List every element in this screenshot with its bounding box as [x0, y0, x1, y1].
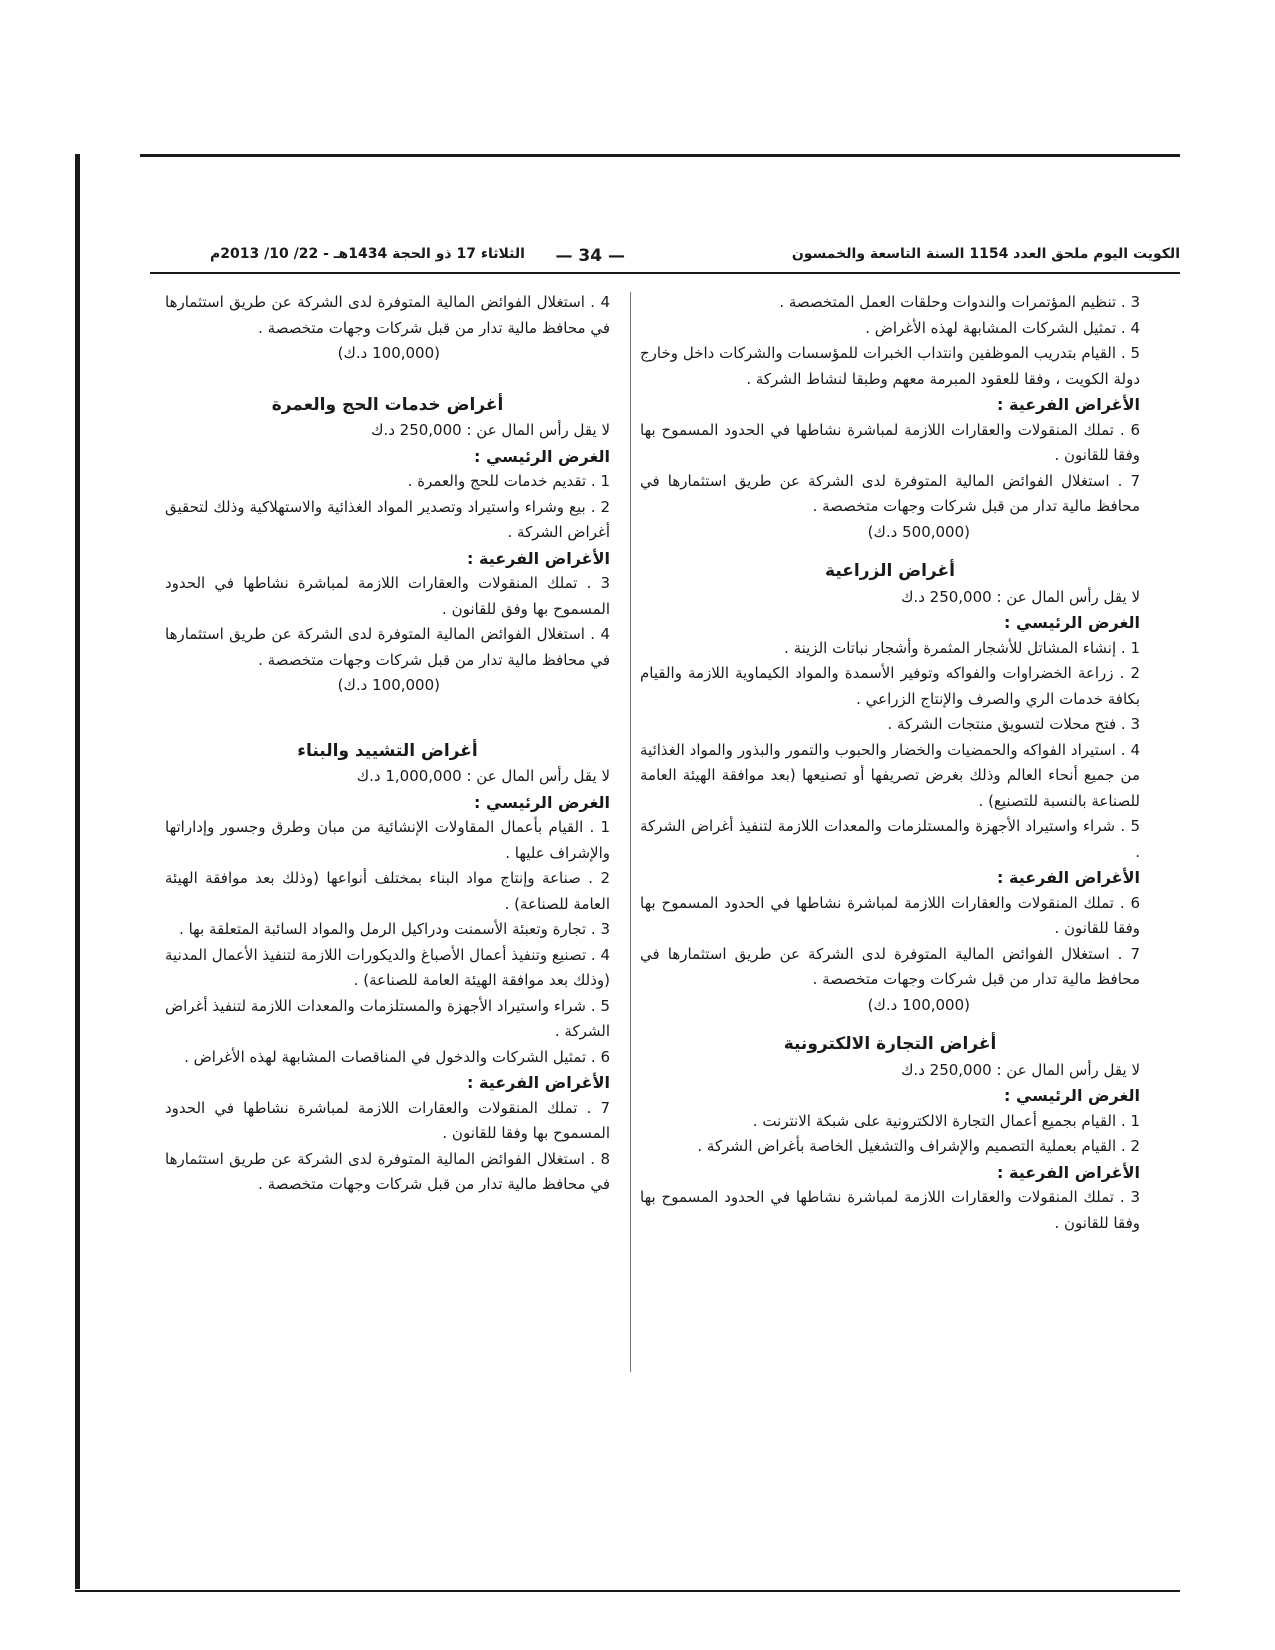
right-column [640, 290, 1140, 1236]
amount: (500,000 د.ك) [867, 522, 970, 541]
list-item: 2 . زراعة الخضراوات والفواكه وتوفير الأسمدة والمواد الكيماوية اللازمة والقيام بكافة خدمات الري والصرف والإنتاج الزراعي . [640, 664, 1140, 708]
list-item: 6 . تمثيل الشركات والدخول في المناقصات المشابهة لهذه الأغراض . [184, 1047, 610, 1066]
left-scan-bar [75, 154, 80, 1589]
section-title-agriculture: أغراض الزراعية [825, 561, 955, 581]
sub-heading: الأغراض الفرعية : [467, 548, 610, 568]
list-item: 2 . بيع وشراء واستيراد وتصدير المواد الغذائية والاستهلاكية وذلك لتحقيق أغراض الشركة . [165, 497, 610, 541]
header-date: الثلاثاء 17 ذو الحجة 1434هـ - 22/ 10/ 2013م [210, 246, 525, 262]
section-title-hajj: أغراض خدمات الحج والعمرة [271, 394, 504, 415]
main-heading: الغرض الرئيسي : [474, 446, 610, 466]
spacer [165, 367, 610, 379]
column-divider [630, 292, 631, 1372]
sub-heading: الأغراض الفرعية : [467, 1073, 610, 1092]
header-rule [150, 272, 1180, 274]
capital-requirement: لا يقل رأس المال عن : 1,000,000 د.ك [356, 767, 610, 785]
list-item: 6 . تملك المنقولات والعقارات اللازمة لمباشرة نشاطها في الحدود المسموح بها وفقا للقانون . [640, 893, 1140, 937]
sub-heading: الأغراض الفرعية : [997, 1162, 1140, 1182]
list-item: 3 . فتح محلات لتسويق منتجات الشركة . [887, 715, 1140, 733]
amount: (100,000 د.ك) [337, 676, 440, 694]
section-title-ecommerce: أغراض التجارة الالكترونية [783, 1034, 997, 1054]
list-item: 3 . تنظيم المؤتمرات والندوات وحلقات العمل المتخصصة . [779, 293, 1140, 311]
main-heading: الغرض الرئيسي : [474, 792, 610, 812]
capital-requirement: لا يقل رأس المال عن : 250,000 د.ك [371, 421, 610, 439]
list-item: 7 . استغلال الفوائض المالية المتوفرة لدى الشركة عن طريق استثمارها في محافظ مالية تدار من قبل شركات وجهات متخصصة . [640, 944, 1140, 988]
list-item: 1 . القيام بجميع أعمال التجارة الالكترونية على شبكة الانترنت . [752, 1111, 1140, 1130]
spacer [165, 699, 610, 725]
list-item: 8 . استغلال الفوائض المالية المتوفرة لدى الشركة عن طريق استثمارها في محافظ مالية تدار من قبل شركات وجهات متخصصة . [165, 1149, 610, 1193]
list-item: 4 . استغلال الفوائض المالية المتوفرة لدى الشركة عن طريق استثمارها في محافظ مالية تدار من قبل شركات وجهات متخصصة . [165, 625, 610, 669]
list-item: 2 . القيام بعملية التصميم والإشراف والتشغيل الخاصة بأغراض الشركة . [697, 1137, 1140, 1155]
amount: (100,000 د.ك) [337, 344, 440, 362]
capital-requirement: لا يقل رأس المال عن : 250,000 د.ك [901, 1060, 1140, 1079]
main-heading: الغرض الرئيسي : [1004, 613, 1140, 632]
list-item: 1 . القيام بأعمال المقاولات الإنشائية من مبان وطرق وجسور وإداراتها والإشراف عليها . [165, 818, 610, 862]
list-item: 7 . استغلال الفوائض المالية المتوفرة لدى الشركة عن طريق استثمارها في محافظ مالية تدار من قبل شركات وجهات متخصصة . [640, 471, 1140, 515]
section-title-construction: أغراض التشييد والبناء [297, 740, 478, 761]
list-item: 3 . تملك المنقولات والعقارات اللازمة لمباشرة نشاطها في الحدود المسموح بها وفقا للقانون . [640, 1188, 1140, 1232]
list-item: 4 . تمثيل الشركات المشابهة لهذه الأغراض . [865, 318, 1140, 337]
page-header [150, 246, 1180, 268]
list-item: 1 . تقديم خدمات للحج والعمرة . [407, 472, 610, 490]
header-page-number: — 34 — [555, 246, 625, 266]
top-rule [140, 154, 1180, 157]
list-item: 1 . إنشاء المشاتل للأشجار المثمرة وأشجار نباتات الزينة . [784, 638, 1140, 657]
list-item: 3 . تملك المنقولات والعقارات اللازمة لمباشرة نشاطها في الحدود المسموح بها وفق للقانون . [165, 574, 610, 618]
list-item: 5 . القيام بتدريب الموظفين وانتداب الخبرات للمؤسسات والشركات داخل وخارج دولة الكويت ، وفقا للعقود المبرمة معهم وطبقا لنشاط الشركة . [640, 344, 1140, 388]
list-item: 7 . تملك المنقولات والعقارات اللازمة لمباشرة نشاطها في الحدود المسموح بها وفقا للقانون . [165, 1098, 610, 1142]
list-item: 5 . شراء واستيراد الأجهزة والمستلزمات والمعدات اللازمة لتنفيذ أغراض الشركة . [640, 817, 1140, 861]
list-item: 2 . صناعة وإنتاج مواد البناء بمختلف أنواعها (وذلك بعد موافقة الهيئة العامة للصناعة) . [165, 869, 610, 913]
list-item: 5 . شراء واستيراد الأجهزة والمستلزمات والمعدات اللازمة لتنفيذ أغراض الشركة . [165, 996, 610, 1040]
capital-requirement: لا يقل رأس المال عن : 250,000 د.ك [901, 587, 1140, 606]
list-item: 3 . تجارة وتعبئة الأسمنت ودراكيل الرمل والمواد السائبة المتعلقة بها . [179, 920, 610, 938]
amount: (100,000 د.ك) [867, 995, 970, 1014]
main-heading: الغرض الرئيسي : [1004, 1086, 1140, 1105]
header-publication: الكويت اليوم ملحق العدد 1154 السنة التاسعة والخمسون [791, 246, 1180, 262]
list-item: 4 . استيراد الفواكه والحمضيات والخضار والحبوب والتمور والبذور والمواد الغذائية من جميع أنحاء العالم وذلك بغرض تصريفها أو تصنيعها (بعد موافقة الهيئة العامة للصناعة بالنسبة للتصنيع) . [640, 740, 1140, 810]
bottom-rule [75, 1590, 1180, 1592]
list-item: 4 . استغلال الفوائض المالية المتوفرة لدى الشركة عن طريق استثمارها في محافظ مالية تدار من قبل شركات وجهات متخصصة . [165, 293, 610, 337]
left-column [165, 290, 610, 1198]
list-item: 6 . تملك المنقولات والعقارات اللازمة لمباشرة نشاطها في الحدود المسموح بها وفقا للقانون . [640, 420, 1140, 464]
list-item: 4 . تصنيع وتنفيذ أعمال الأصباغ والديكورات اللازمة لتنفيذ الأعمال المدنية (وذلك بعد موافقة الهيئة العامة للصناعة) . [165, 945, 610, 989]
sub-heading: الأغراض الفرعية : [997, 868, 1140, 887]
sub-heading: الأغراض الفرعية : [997, 395, 1140, 414]
